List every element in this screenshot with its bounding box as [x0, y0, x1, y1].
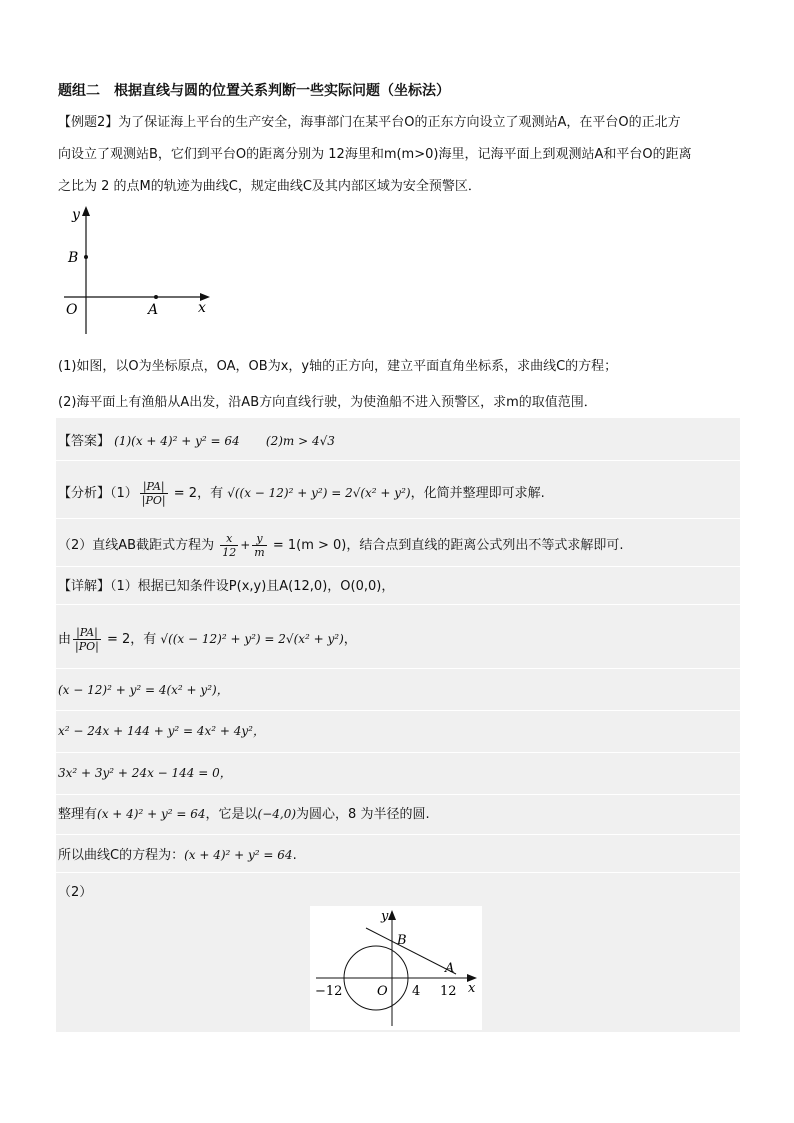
divider — [56, 604, 740, 605]
ratio-fraction — [140, 480, 168, 507]
analysis-part-1-prefix: （1） — [110, 486, 138, 501]
detail-step-2-prefix: 由 — [58, 632, 72, 647]
point-b — [84, 255, 88, 259]
circle-center: (−4,0) — [257, 807, 297, 821]
analysis-line-2: （2）直线AB截距式方程为 $\frac{x}{12}$ + $\frac{y}{m}$ = 1(m > 0)，结合点到直线的距离公式列出不等式求解即可. — [58, 532, 624, 559]
four-label: 4 — [412, 984, 421, 999]
ratio-fraction — [73, 626, 101, 653]
divider — [56, 566, 740, 567]
fraction-numerator: x — [220, 532, 238, 546]
divider — [56, 794, 740, 795]
detail-line-1 — [58, 578, 394, 596]
figure-axes-1 — [58, 202, 218, 342]
detail-step-3: (x − 12)² + y² = 4(x² + y²)， — [58, 683, 229, 697]
twelve-label: 12 — [440, 984, 457, 999]
circle-equation: (x + 4)² + y² = 64 — [97, 807, 206, 821]
neg-twelve-label: −12 — [315, 984, 343, 999]
analysis-part-1-suffix: ，化简并整理即可求解. — [410, 486, 545, 501]
intercept-fraction-x — [220, 532, 238, 559]
b-label: B — [397, 933, 407, 948]
analysis-label: 【分析】 — [58, 486, 111, 501]
detail-step-1: （1）根据已知条件设P(x,y)且A(12,0)，O(0,0)， — [110, 579, 395, 594]
detail-step-7-prefix: 所以曲线C的方程为： — [58, 848, 185, 863]
intercept-fraction-y — [252, 532, 266, 559]
divider — [56, 710, 740, 711]
final-equation: (x + 4)² + y² = 64 — [184, 848, 293, 862]
section-heading: 题组二 根据直线与圆的位置关系判断一些实际问题（坐标法） — [58, 83, 450, 99]
x-axis-label: x — [198, 300, 206, 316]
detail-step-7-suffix: . — [292, 848, 297, 863]
detail-step-6-suffix: 为圆心，8 为半径的圆. — [296, 807, 430, 822]
detail-step-6-prefix: 整理有 — [58, 807, 98, 822]
detail-step-2-equals: = 2，有 — [102, 632, 161, 647]
fraction-denominator: |PO| — [141, 494, 166, 507]
line-ab — [366, 928, 456, 974]
detail-label: 【详解】 — [58, 579, 111, 594]
question-2: (2)海平面上有渔船从A出发，沿AB方向直线行驶，为使渔船不进入预警区，求m的取值范围． — [58, 395, 597, 410]
fraction-numerator: |PA| — [140, 480, 168, 494]
detail-line-6 — [58, 805, 430, 824]
answer-line — [58, 432, 335, 451]
divider — [56, 668, 740, 669]
a-label: A — [445, 961, 455, 976]
question-1: (1)如图，以O为坐标原点，OA，OB为x，y轴的正方向，建立平面直角坐标系，求曲线C的方程； — [58, 359, 618, 374]
answer-1: (1)(x + 4)² + y² = 64 — [114, 434, 240, 448]
answer-label: 【答案】 — [58, 434, 111, 449]
detail-line-2 — [58, 626, 357, 653]
b-label: B — [68, 250, 79, 266]
detail-step-5: 3x² + 3y² + 24x − 144 = 0， — [58, 766, 232, 780]
divider — [56, 752, 740, 753]
example-line-1: 【例题2】为了保证海上平台的生产安全，海事部门在某平台O的正东方向设立了观测站A，在平台O的正北方 — [58, 115, 681, 130]
fraction-denominator: m — [254, 546, 265, 559]
figure-circle-2 — [310, 906, 482, 1030]
answer-2: (2)m > 4√3 — [265, 434, 335, 448]
y-axis-label: y — [72, 207, 80, 223]
point-a — [154, 295, 158, 299]
example-line-2: 向设立了观测站B，它们到平台O的距离分别为 12海里和m(m>0)海里，记海平面上到观测站A和平台O的距离 — [58, 147, 692, 162]
detail-step-4: x² − 24x + 144 + y² = 4x² + 4y²， — [58, 724, 265, 738]
detail-line-7 — [58, 846, 297, 865]
analysis-part-2-suffix: = 1(m > 0)，结合点到直线的距离公式列出不等式求解即可. — [268, 538, 624, 553]
y-axis-label: y — [381, 909, 389, 924]
fraction-numerator: |PA| — [73, 626, 101, 640]
analysis-part-2-prefix: （2）直线AB截距式方程为 — [58, 538, 219, 553]
divider — [56, 518, 740, 519]
divider — [56, 872, 740, 873]
o-label: O — [377, 984, 388, 999]
divider — [56, 460, 740, 461]
fraction-numerator: y — [252, 532, 266, 546]
fraction-denominator: 12 — [222, 546, 237, 559]
analysis-line-1 — [58, 480, 545, 507]
distance-equation: √((x − 12)² + y²) = 2√(x² + y²) — [227, 486, 411, 500]
distance-equation: √((x − 12)² + y²) = 2√(x² + y²) — [160, 632, 344, 646]
fraction-denominator: |PO| — [75, 640, 99, 653]
o-label: O — [66, 302, 78, 318]
detail-step-6-mid: ，它是以 — [205, 807, 258, 822]
divider — [56, 834, 740, 835]
detail-step-2-suffix: ， — [343, 632, 357, 647]
a-label: A — [148, 302, 159, 318]
x-axis-label: x — [468, 981, 476, 996]
analysis-equals: = 2，有 — [169, 486, 228, 501]
detail-part-2: （2） — [58, 885, 93, 900]
example-line-3: 之比为 2 的点M的轨迹为曲线C，规定曲线C及其内部区域为安全预警区． — [58, 179, 481, 194]
